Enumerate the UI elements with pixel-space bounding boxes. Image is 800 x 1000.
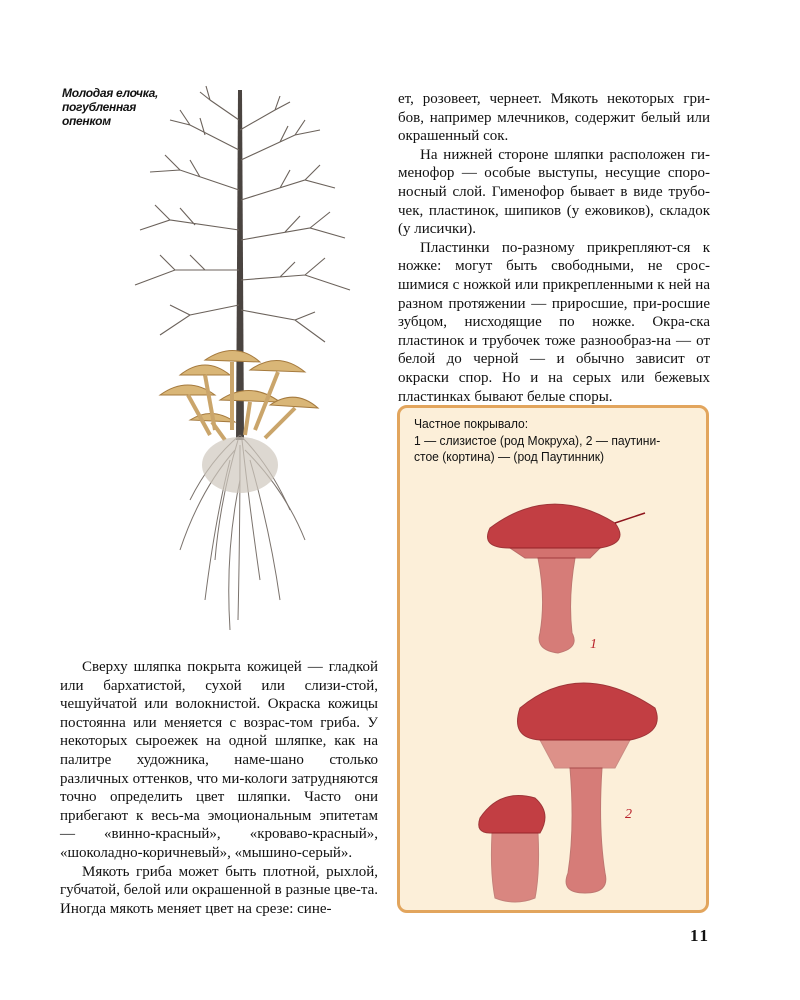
caption-line: погубленная: [62, 100, 137, 114]
mushroom-1-gomphidius: [488, 504, 646, 653]
sidebar-caption-line: Частное покрывало:: [414, 416, 529, 431]
figure-label-1: 1: [590, 637, 597, 652]
paragraph: Мякоть гриба может быть плотной, рыхлой, губчатой, белой или окрашенной в разные цве-та. Иногда мякоть меняет цвет на срезе: сине-: [60, 863, 378, 917]
caption-line: Молодая елочка,: [62, 86, 159, 100]
page-number: 11: [689, 926, 710, 945]
paragraph: Сверху шляпка покрыта кожицей — гладкой или бархатистой, сухой или слизи-стой, чешуйчатой или волокнистой. Окраска кожицы постоянна или меняется с возрас-том гриба. У некоторых сыроежек на одной шляпке, как на палитре художника, наме-шано столько различных оттенков, что ми-кологи затрудняются точно определить цвет шляпки. Часто они прибегают к весь-ма эмоциональным эпитетам — «винно-красный», «кроваво-красный», «шоколадно-коричневый», «мышино-серый».: [60, 659, 378, 861]
root-mass: [202, 437, 278, 493]
left-text-column: [60, 658, 378, 918]
caption-line: опенком: [62, 114, 111, 128]
tree-trunk: [236, 90, 244, 440]
partial-veil-sidebar: [397, 405, 709, 913]
sidebar-caption-line: стое (кортина) — (род Паутинник): [414, 449, 605, 464]
partial-veil-illustration: [440, 488, 680, 908]
spruce-with-honey-fungus-illustration: [120, 80, 370, 640]
paragraph: ет, розовеет, чернеет. Мякоть некоторых гри-бов, например млечников, содержит белый или окрашенный сок.: [398, 91, 710, 145]
figure-label-2: 2: [625, 807, 632, 822]
sidebar-caption: [414, 416, 679, 466]
right-text-column: [398, 90, 710, 406]
mushroom-2-cortinarius: [479, 683, 657, 902]
sidebar-caption-line: 1 — слизистое (род Мокруха), 2 — паутини-: [414, 432, 661, 448]
paragraph: Пластинки по-разному прикрепляют-ся к ножке: могут быть свободными, не срос-шимися с ножкой или прикрепленными к ней на разном протяжении — приросшие, при-росшие зубцом, нисходящие по ножке. Окра-ска пластинок и трубочек тоже разнообраз-на — от белой до черной — и обычно зависит от окраски спор. Но и на серых или бежевых пластинках бывают белые споры.: [398, 239, 710, 405]
paragraph: На нижней стороне шляпки расположен ги-менофор — особые выступы, несущие споро-носный слой. Гименофор бывает в виде трубо-чек, пластинок, шипиков (у ежовиков), складок (у лисички).: [398, 146, 710, 238]
